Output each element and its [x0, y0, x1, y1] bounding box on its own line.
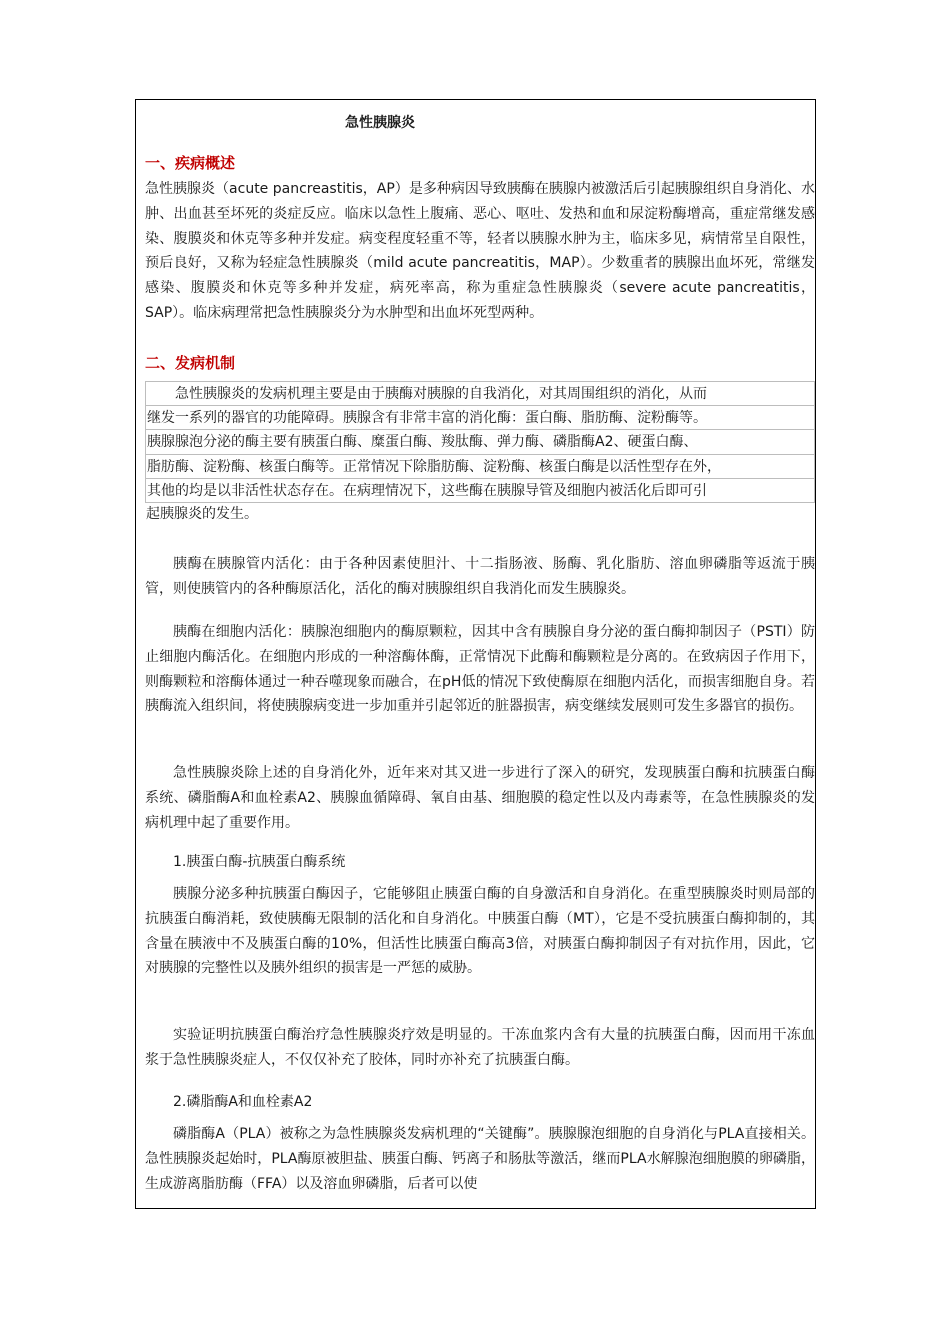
subheading-pla: 2.磷脂酶A和血栓素A2 — [173, 1094, 313, 1110]
paragraph-cell-activation: 胰酶在细胞内活化：胰腺泡细胞内的酶原颗粒，因其中含有胰腺自身分泌的蛋白酶抑制因子（PSTI）防止细胞内酶活化。在细胞内形成的一种溶酶体酶，正常情况下此酶和酶颗粒是分离的。在致病因子作用下，则酶颗粒和溶酶体通过一种吞噬现象而融合，在pH低的情况下致使酶原在细胞内活化，而损害细胞自身。若胰酶流入组织间，将使胰腺病变进一步加重并引起邻近的脏器损害，病变继续发展则可发生多器官的损伤。 — [145, 624, 815, 715]
boxed-line: 脂肪酶、淀粉酶、核蛋白酶等。正常情况下除脂肪酶、淀粉酶、核蛋白酶是以活性型存在外， — [145, 454, 815, 479]
boxed-paragraph — [145, 381, 815, 526]
paragraph-trypsin: 胰腺分泌多种抗胰蛋白酶因子，它能够阻止胰蛋白酶的自身激活和自身消化。在重型胰腺炎时则局部的抗胰蛋白酶消耗，致使胰酶无限制的活化和自身消化。中胰蛋白酶（MT），它是不受抗胰蛋白酶抑制的，其含量在胰液中不及胰蛋白酶的10%，但活性比胰蛋白酶高3倍，对胰蛋白酶抑制因子有对抗作用，因此，它对胰腺的完整性以及胰外组织的损害是一严惩的威胁。 — [145, 886, 815, 977]
overview-paragraph: 急性胰腺炎（acute pancreastitis，AP）是多种病因导致胰酶在胰腺内被激活后引起胰腺组织自身消化、水肿、出血甚至坏死的炎症反应。临床以急性上腹痛、恶心、呕吐、发热和血和尿淀粉酶增高，重症常继发感染、腹膜炎和休克等多种并发症。病变程度轻重不等，轻者以胰腺水肿为主，临床多见，病情常呈自限性，预后良好，又称为轻症急性胰腺炎（mild acute pancreatitis，MAP）。少数重者的胰腺出血坏死，常继发感染、腹膜炎和休克等多种并发症，病死率高，称为重症急性胰腺炎（severe acute pancreatitis，SAP）。临床病理常把急性胰腺炎分为水肿型和出血坏死型两种。 — [145, 181, 815, 321]
subheading-trypsin: 1.胰蛋白酶-抗胰蛋白酶系统 — [173, 854, 346, 870]
boxed-line: 胰腺腺泡分泌的酶主要有胰蛋白酶、糜蛋白酶、羧肽酶、弹力酶、磷脂酶A2、硬蛋白酶、 — [145, 429, 815, 454]
boxed-line: 继发一系列的器官的功能障碍。胰腺含有非常丰富的消化酶：蛋白酶、脂肪酶、淀粉酶等。 — [145, 405, 815, 430]
section-heading-overview: 一、疾病概述 — [145, 154, 236, 172]
paragraph-pla: 磷脂酶A（PLA）被称之为急性胰腺炎发病机理的“关键酶”。胰腺腺泡细胞的自身消化与PLA直接相关。急性胰腺炎起始时，PLA酶原被胆盐、胰蛋白酶、钙离子和肠肽等激活，继而PLA水解腺泡细胞膜的卵磷脂，生成游离脂肪酶（FFA）以及溶血卵磷脂，后者可以使 — [145, 1126, 815, 1192]
boxed-line: 起胰腺炎的发生。 — [146, 505, 258, 522]
paragraph-duct-activation: 胰酶在胰腺管内活化：由于各种因素使胆汁、十二指肠液、肠酶、乳化脂肪、溶血卵磷脂等返流于胰管，则使胰管内的各种酶原活化，活化的酶对胰腺组织自我消化而发生胰腺炎。 — [145, 556, 815, 597]
boxed-line: 其他的均是以非活性状态存在。在病理情况下，这些酶在胰腺导管及细胞内被活化后即可引 — [145, 478, 815, 503]
boxed-line: 急性胰腺炎的发病机理主要是由于胰酶对胰腺的自我消化，对其周围组织的消化，从而 — [145, 381, 815, 406]
paragraph-experiment: 实验证明抗胰蛋白酶治疗急性胰腺炎疗效是明显的。干冻血浆内含有大量的抗胰蛋白酶，因而用干冻血浆于急性胰腺炎症人，不仅仅补充了胶体，同时亦补充了抗胰蛋白酶。 — [145, 1027, 815, 1068]
document-title: 急性胰腺炎 — [345, 115, 415, 131]
document-frame — [135, 99, 816, 1209]
section-heading-mechanism: 二、发病机制 — [145, 354, 236, 372]
paragraph-research: 急性胰腺炎除上述的自身消化外，近年来对其又进一步进行了深入的研究，发现胰蛋白酶和抗胰蛋白酶系统、磷脂酶A和血栓素A2、胰腺血循障碍、氧自由基、细胞膜的稳定性以及内毒素等，在急性胰腺炎的发病机理中起了重要作用。 — [145, 765, 815, 831]
